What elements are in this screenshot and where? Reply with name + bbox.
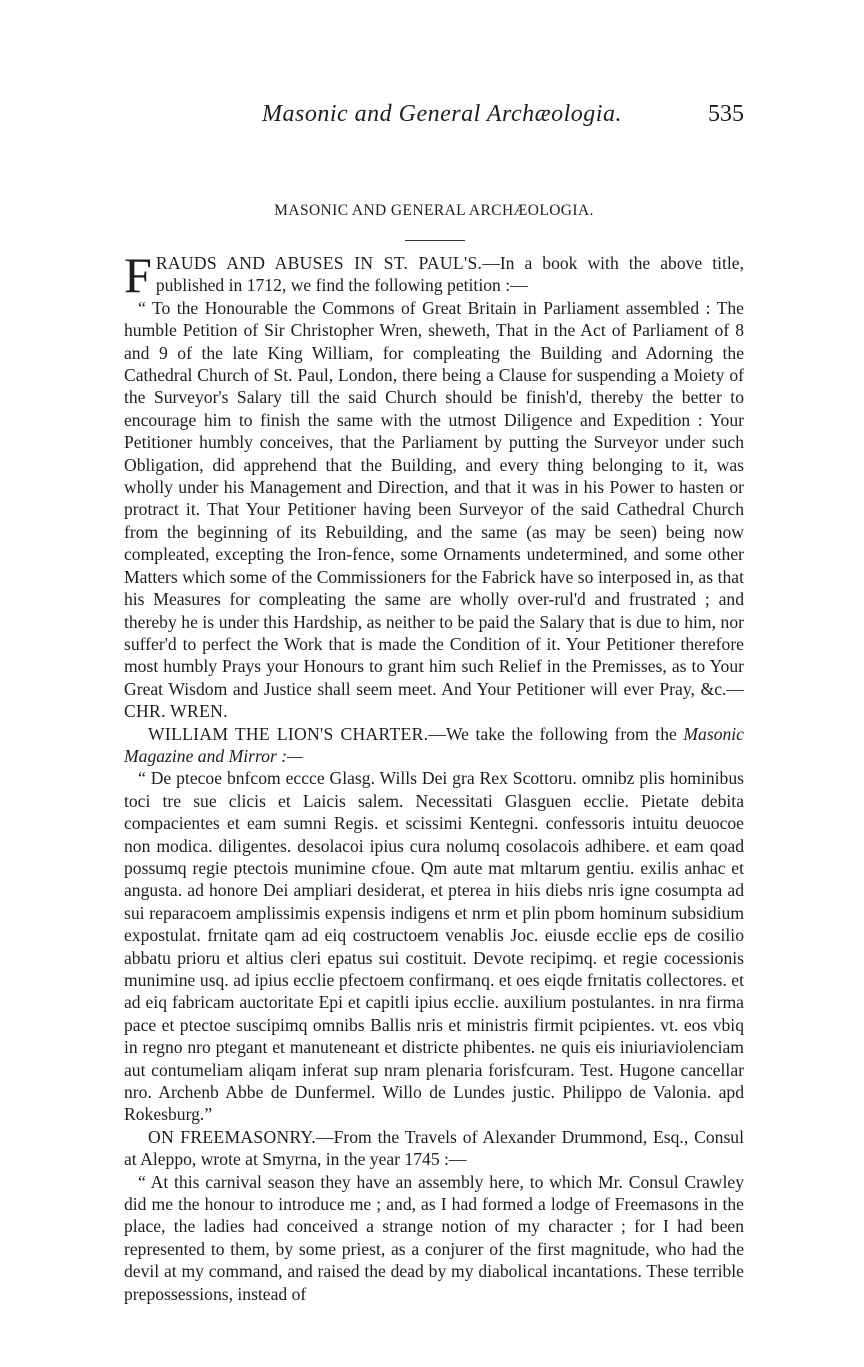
title-rule xyxy=(405,240,465,241)
frauds-heading: RAUDS AND ABUSES IN ST. PAUL'S. xyxy=(155,253,483,273)
freemasonry-intro: —From the Travels of Alexander Drummond, Esq., Consul at Aleppo, wrote at Smyrna, in the year 1745 :— xyxy=(124,1126,744,1170)
frauds-paragraph xyxy=(124,247,744,303)
charter-text: “ De ptecoe bnfcom eccce Glasg. Wills Dei gra Rex Scottoru. omnibz plis hominibus toci tre sue clicis et Laicis salem. Necessitati Glasguen ecclie. Pietate debita compacientes et eam sumni Regis. et scissimi Kentegni. confessoris intuitu deuocoe non modica. diligentes. desolacoi ipius cura nolumq cosolacois adhibere. et eam qoad possumq regie ptectois munimine cfoue. Qm aute mat mltarum gentiu. exilis anhac et angusta. ad honore Dei ampliari desiderat, et pterea in hiis diebs nris igne cosumpta ad sui reparacoem amplissimis expensis indigens et nrm et plin pbom hominum subsidium expostulat. frnitate qam ad eiq costructoem venablis Joc. eiusde ecclie eps de cosilio abbatu prioru et altius cleri epatus sui costituit. Devote recipimq. et regie cocessionis munimine usq. ad ipius ecclie pfectoem confirmanq. et oes eiqde frnitatis collectores. et ad eiq fabricam auctoritate Epi et capitli ipius ecclie. auxilium postulantes. in nra firma pace et ptectoe suscipimq omnibs Ballis nris et ministris firmit pcipientes. vt. eos vbiq in regno nro ptegant et manuteneant et districte phibentes. ne quis eis iniuriaviolenciam aut contumeliam aliqam inferat sup nram plenaria forisfcuram. Test. Hugone cancellar nro. Archenb Abbe de Dunfermel. Willo de Lundes justic. Philippo de Valonia. apd Rokesburg.” xyxy=(124,768,744,1125)
section-title: MASONIC AND GENERAL ARCHÆOLOGIA. xyxy=(274,202,594,219)
freemasonry-paragraph xyxy=(124,1126,744,1171)
petition-signature: CHR. WREN. xyxy=(124,701,228,722)
running-title: Masonic and General Archæologia. xyxy=(262,101,622,127)
running-head xyxy=(124,101,744,137)
freemasonry-heading: ON FREEMASONRY. xyxy=(148,1126,316,1147)
charter-paragraph xyxy=(124,723,744,768)
drop-cap: F xyxy=(124,247,152,303)
charter-heading: WILLIAM THE LION'S CHARTER. xyxy=(148,723,429,744)
freemasonry-text: “ At this carnival season they have an assembly here, to which Mr. Consul Crawley did me the honour to introduce me ; and, as I had formed a lodge of Freemasons in the place, the ladies had conceived a strange notion of my character ; for I had been represented to them, by some priest, as a conjurer of the first magnitude, who had the devil at my command, and raised the dead by my diabolical incantations. These terrible prepossessions, instead of xyxy=(124,1171,744,1304)
wren-petition xyxy=(124,297,744,723)
frauds-intro: —In a book with the above title, published in 1712, we find the following petition :— xyxy=(155,253,744,296)
petition-text: “ To the Honourable the Commons of Great Britain in Parliament assembled : The humble Petition of Sir Christopher Wren, sheweth, That in the Act of Parliament of 8 and 9 of the late King William, for compleating the Building and Adorning the Cathedral Church of St. Paul, London, there being a Clause for suspending a Moiety of the Surveyor's Salary till the said Church should be finish'd, thereby the better to encourage him to finish the same with the utmost Diligence and Expedition : Your Petitioner humbly conceives, that the Parliament by putting the Surveyor under such Obligation, did apprehend that the Building, and every thing belonging to it, was wholly under his Management and Direction, and that it was in his Power to hasten or protract it. That Your Petitioner having been Surveyor of the said Cathedral Church from the beginning of its Rebuilding, and the same (as may be seen) being now compleated, excepting the Iron-fence, some Ornaments undetermined, and some other Matters which some of the Commissioners for the Fabrick have so interposed in, as that his Measures for compleating the same are wholly over-rul'd and frustrated ; and thereby he is under this Hardship, as neither to be paid the Salary that is due to him, nor suffer'd to perfect the Work that is made the Condition of it. Your Petitioner therefore most humbly Prays your Honours to grant him such Relief in the Premisses, as to Your Great Wisdom and Justice shall seem meet. And Your Petitioner will ever Pray, &c.— xyxy=(124,297,744,699)
page-number: 535 xyxy=(708,101,744,127)
charter-source: Masonic Magazine and Mirror :— xyxy=(124,723,744,766)
article-body xyxy=(124,247,744,1305)
charter-intro: —We take the following from the xyxy=(428,723,684,744)
